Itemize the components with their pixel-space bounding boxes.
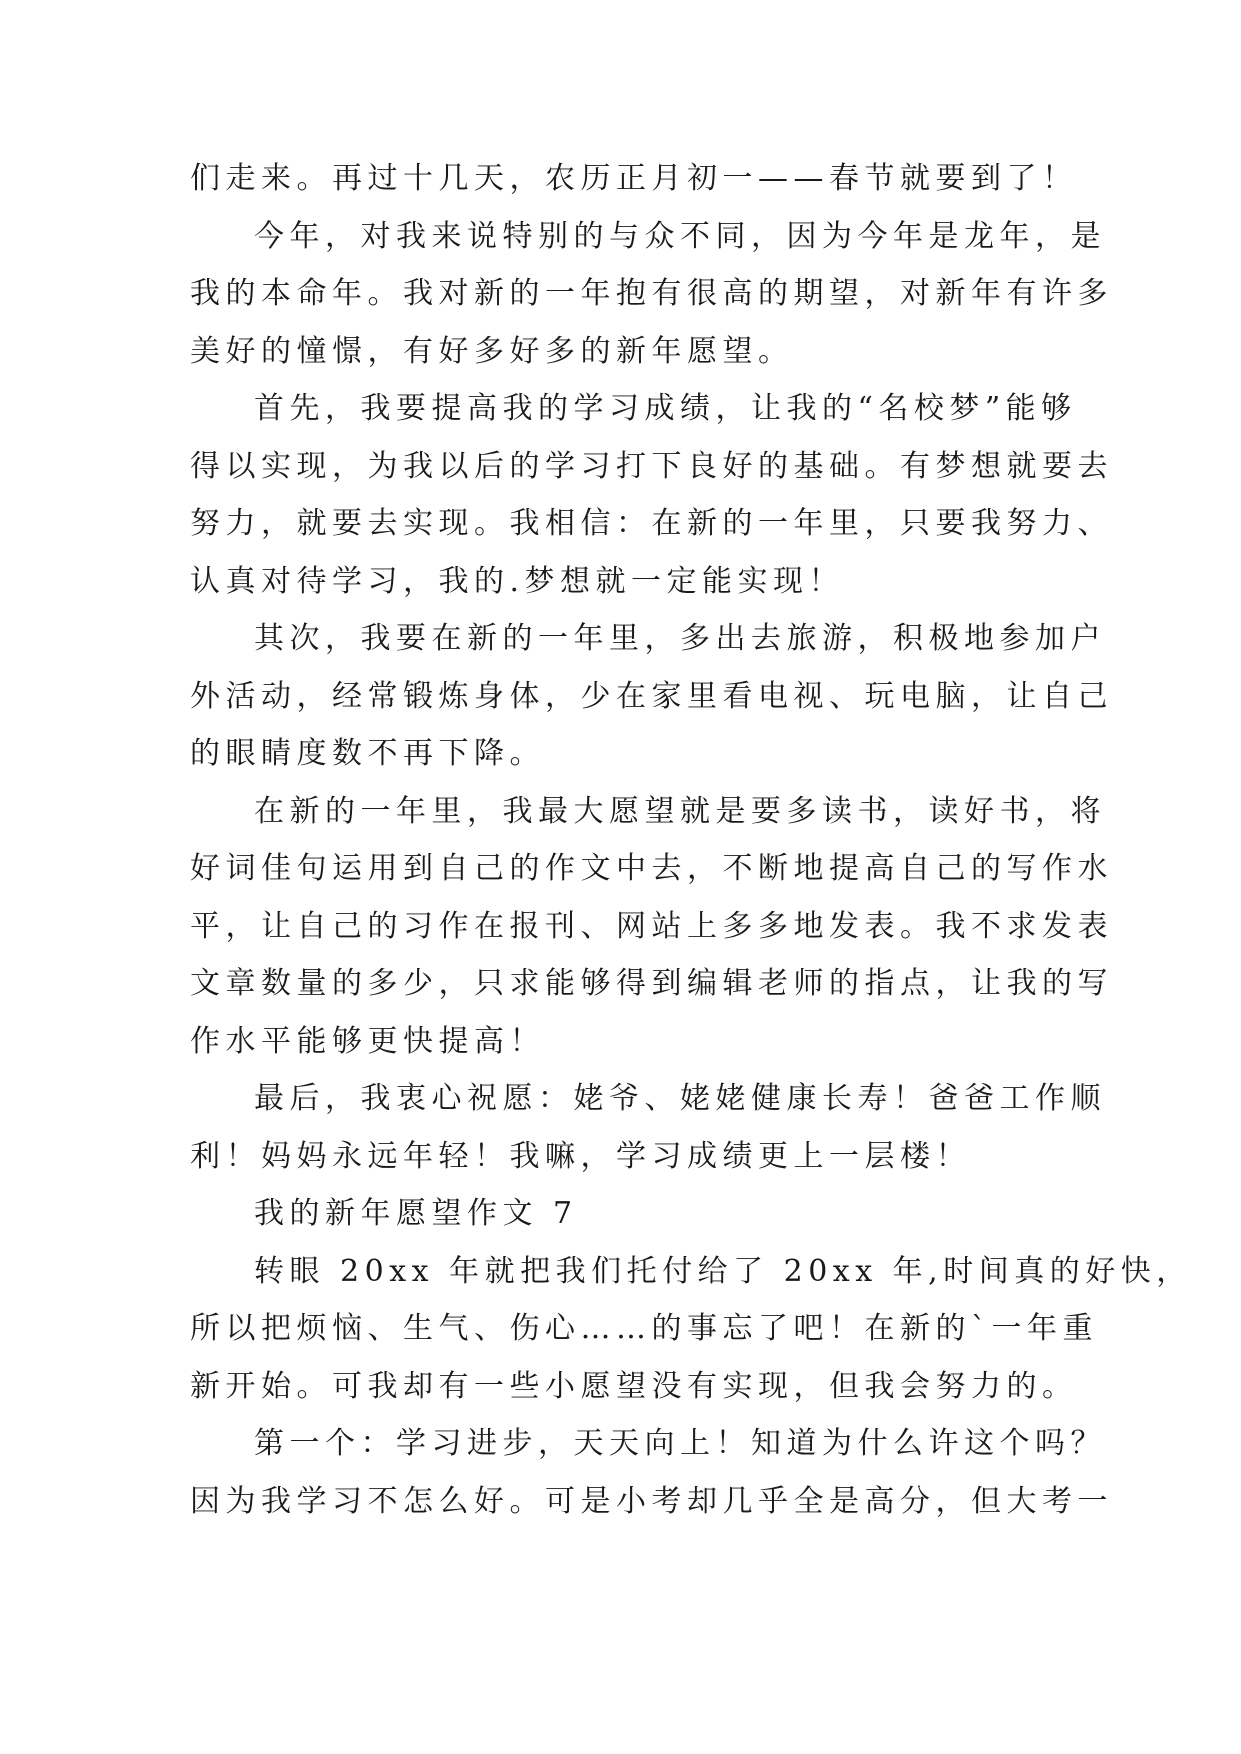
text-line: 作水平能够更快提高！ [190, 1023, 545, 1059]
text-line: 新开始。可我却有一些小愿望没有实现，但我会努力的。 [190, 1368, 1078, 1404]
paragraph-first-line: 今年，对我来说特别的与众不同，因为今年是龙年，是 [254, 218, 1106, 254]
paragraph-first-line: 其次，我要在新的一年里，多出去旅游，积极地参加户 [254, 621, 1106, 656]
text-line: 文章数量的多少，只求能够得到编辑老师的指点，让我的写 [190, 966, 1113, 1001]
section-heading: 我的新年愿望作文 7 [254, 1196, 578, 1231]
text-line: 利！妈妈永远年轻！我嘛，学习成绩更上一层楼！ [190, 1138, 971, 1174]
text-line: 努力，就要去实现。我相信：在新的一年里，只要我努力、 [190, 506, 1113, 541]
text-line: 好词佳句运用到自己的作文中去，不断地提高自己的写作水 [190, 851, 1113, 886]
text-line: 因为我学习不怎么好。可是小考却几乎全是高分，但大考一 [190, 1483, 1113, 1519]
text-line: 美好的憧憬，有好多好多的新年愿望。 [190, 333, 794, 369]
paragraph-first-line: 在新的一年里，我最大愿望就是要多读书，读好书，将 [254, 793, 1106, 829]
text-line: 所以把烦恼、生气、伤心……的事忘了吧！在新的`一年重 [190, 1311, 1098, 1346]
text-line: 我的本命年。我对新的一年抱有很高的期望，对新年有许多 [190, 276, 1113, 311]
text-line: 们走来。再过十几天，农历正月初一——春节就要到了！ [190, 161, 1078, 196]
text-line: 平，让自己的习作在报刊、网站上多多地发表。我不求发表 [190, 908, 1113, 944]
text-line: 得以实现，为我以后的学习打下良好的基础。有梦想就要去 [190, 448, 1113, 484]
paragraph-first-line: 最后，我衷心祝愿：姥爷、姥姥健康长寿！爸爸工作顺 [254, 1081, 1106, 1116]
text-line: 外活动，经常锻炼身体，少在家里看电视、玩电脑，让自己 [190, 678, 1113, 714]
paragraph-first-line: 首先，我要提高我的学习成绩，让我的“名校梦”能够 [254, 391, 1077, 426]
paragraph-first-line: 转眼 20xx 年就把我们托付给了 20xx 年,时间真的好快， [254, 1253, 1192, 1289]
paragraph-first-line: 第一个：学习进步，天天向上！知道为什么许这个吗？ [254, 1426, 1106, 1461]
text-line: 的眼睛度数不再下降。 [190, 736, 545, 771]
text-line: 认真对待学习，我的.梦想就一定能实现！ [190, 563, 845, 599]
document-body [190, 150, 1192, 1530]
